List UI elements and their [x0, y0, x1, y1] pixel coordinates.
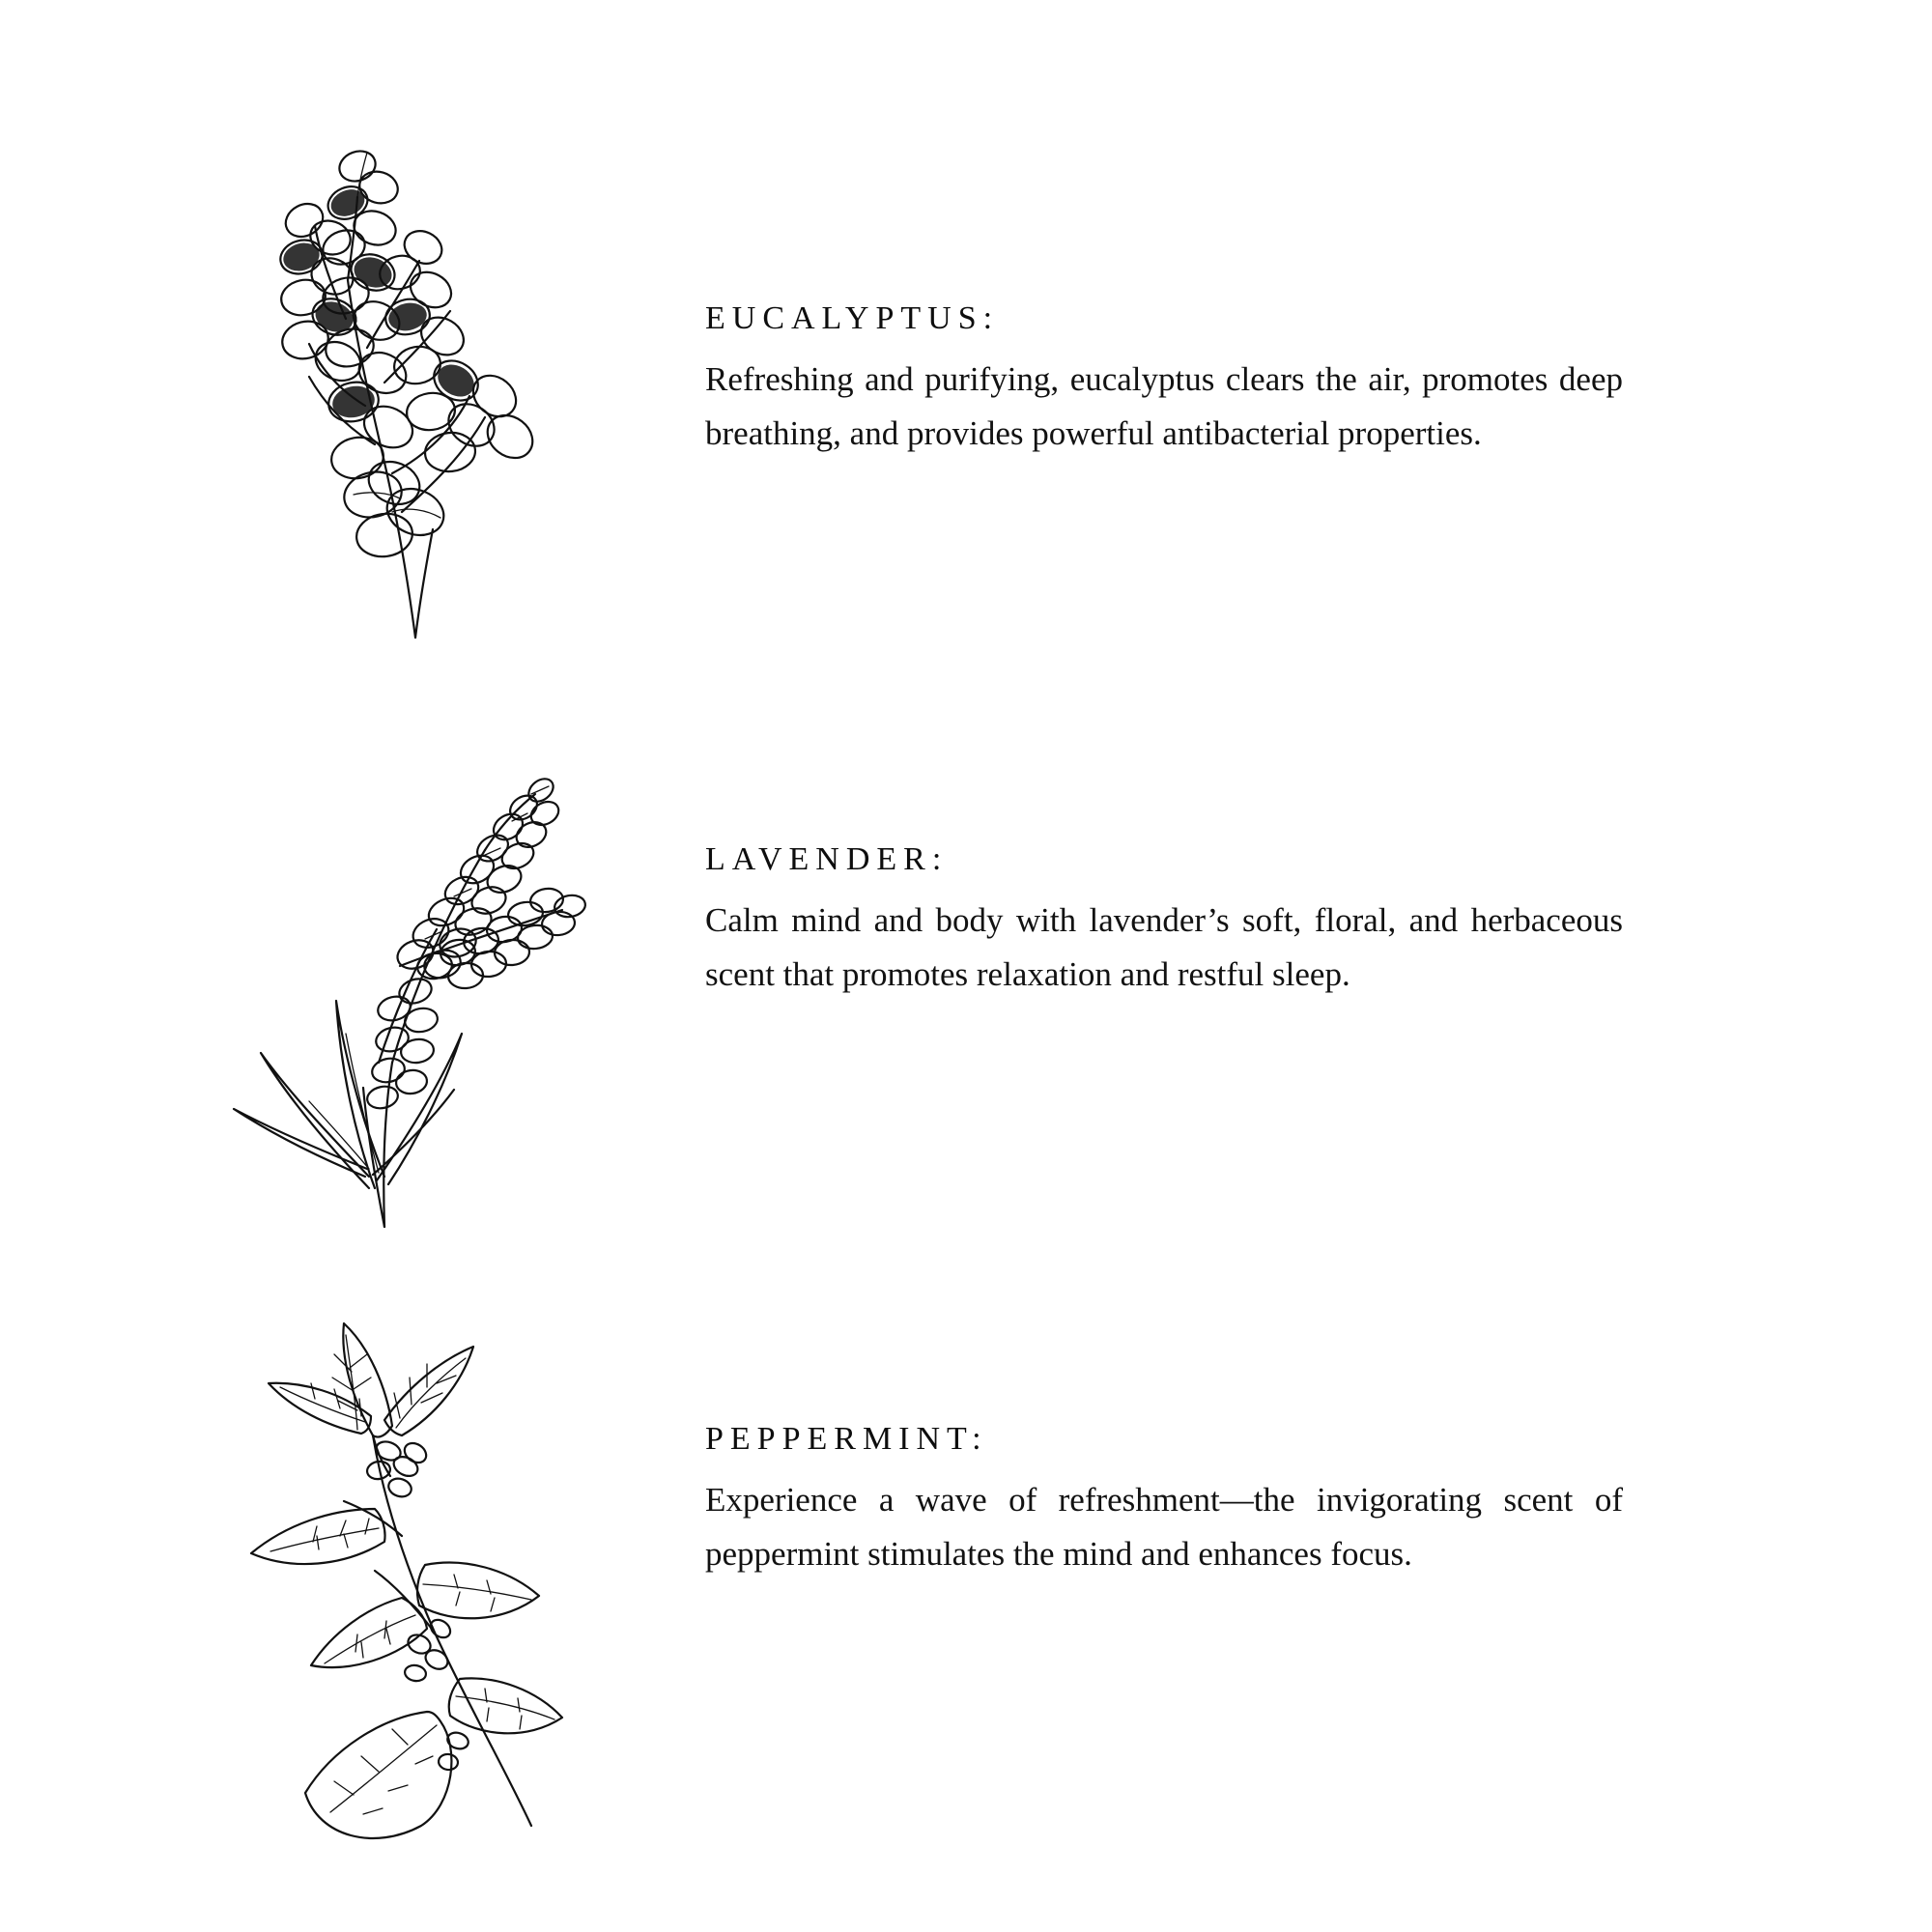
- ingredient-entry-eucalyptus: [97, 58, 1739, 657]
- eucalyptus-title: EUCALYPTUS:: [705, 300, 1000, 336]
- lavender-body: Calm mind and body with lavender’s soft, floral, and herbaceous scent that promotes relaxation and restful sleep.: [705, 900, 1623, 994]
- lavender-text-block: [696, 647, 1633, 1003]
- eucalyptus-illustration-container: [97, 58, 696, 657]
- peppermint-illustration-container: [97, 1246, 696, 1845]
- lavender-illustration-container: [97, 647, 696, 1246]
- ingredient-entry-lavender: [97, 647, 1739, 1246]
- lavender-sprig-icon: [126, 647, 667, 1246]
- peppermint-text-block: [696, 1246, 1633, 1582]
- eucalyptus-body: Refreshing and purifying, eucalyptus clears the air, promotes deep breathing, and provides powerful antibacterial properties.: [705, 359, 1623, 453]
- lavender-title: LAVENDER:: [705, 841, 949, 877]
- peppermint-sprig-icon: [126, 1246, 667, 1845]
- peppermint-title: PEPPERMINT:: [705, 1421, 988, 1457]
- eucalyptus-text-block: [696, 58, 1633, 462]
- eucalyptus-sprig-icon: [126, 58, 667, 657]
- peppermint-body: Experience a wave of refreshment—the invigorating scent of peppermint stimulates the mind and enhances focus.: [705, 1480, 1623, 1574]
- ingredient-entry-peppermint: [97, 1246, 1739, 1845]
